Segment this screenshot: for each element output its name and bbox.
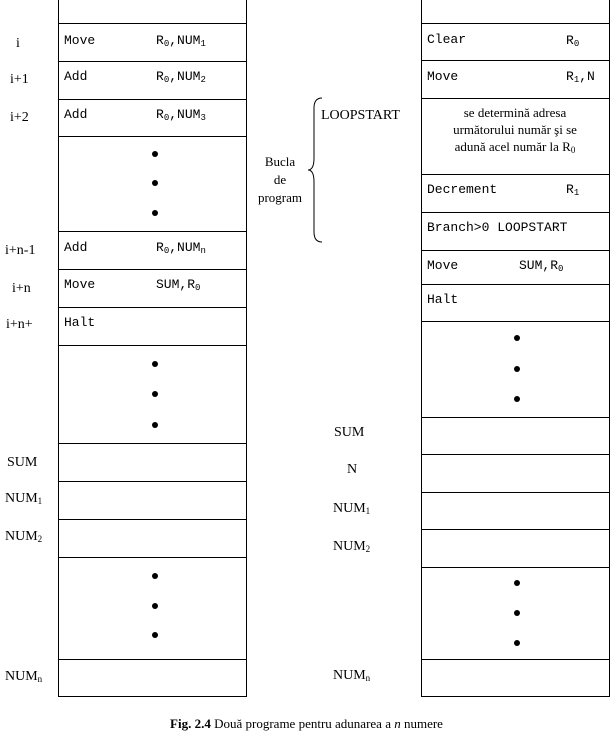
ellipsis-dot — [514, 580, 520, 586]
data-label-num1: $NUM_1$ — [333, 501, 371, 516]
left-row-3-op: Add — [64, 107, 88, 122]
right-row-line — [421, 417, 610, 418]
ellipsis-dot — [152, 210, 158, 216]
left-row-4-op: Add — [64, 240, 88, 255]
address-label: i+n+ — [6, 317, 33, 332]
right-row-line — [421, 492, 610, 493]
left-row-2-arg: $R_0,NUM_2$ — [156, 69, 206, 85]
right-row-1-op: Clear — [427, 32, 467, 47]
left-row-line — [58, 659, 247, 660]
description-line: adună acel număr la $R_0$ — [454, 139, 576, 155]
ellipsis-dot — [152, 573, 158, 579]
left-row-3-arg: $R_0,NUM_3$ — [156, 107, 206, 123]
right-row-line — [421, 174, 610, 175]
left-row-1-op: Move — [64, 33, 96, 48]
left-row-line — [58, 696, 247, 697]
left-row-line — [58, 481, 247, 482]
right-row-line — [421, 23, 610, 24]
address-label: i+n-1 — [5, 243, 36, 258]
left-row-line — [58, 519, 247, 520]
left-row-6-op: Halt — [64, 315, 96, 330]
right-row-4-arg: $R_1$ — [566, 182, 580, 198]
address-label: i+n — [12, 281, 31, 296]
right-row-line — [421, 529, 610, 530]
left-row-line — [58, 345, 247, 346]
data-label-n: N — [347, 462, 358, 477]
left-row-4-arg: $R_0,NUM_n$ — [156, 240, 206, 256]
left-row-1-arg: $R_0,NUM_1$ — [156, 33, 206, 49]
ellipsis-dot — [514, 396, 520, 402]
caption-text: Două programe pentru adunarea a — [210, 716, 395, 731]
left-row-line — [58, 61, 247, 62]
ellipsis-dot — [152, 361, 158, 367]
right-row-line — [421, 250, 610, 251]
figure-caption — [0, 716, 613, 732]
address-label: $NUM_2$ — [5, 529, 43, 544]
left-row-line — [58, 557, 247, 558]
address-label: $NUM_1$ — [5, 491, 43, 506]
ellipsis-dot — [152, 180, 158, 186]
right-row-2-op: Move — [427, 69, 459, 84]
left-row-line — [58, 269, 247, 270]
ellipsis-dot — [152, 603, 158, 609]
left-row-line — [58, 231, 247, 232]
right-row-line — [421, 659, 610, 660]
right-row-line — [421, 98, 610, 99]
address-label: $NUM_n$ — [5, 669, 43, 684]
left-col-border-right — [246, 0, 247, 697]
left-row-line — [58, 99, 247, 100]
right-col-border-right — [609, 0, 610, 697]
ellipsis-dot — [152, 632, 158, 638]
left-row-2-op: Add — [64, 69, 88, 84]
right-row-2-arg: $R_1,N$ — [566, 69, 595, 85]
data-label-sum: SUM — [334, 425, 365, 440]
loop-label-line2: de — [273, 172, 287, 187]
right-row-6-arg: $SUM,R_0$ — [519, 258, 564, 274]
right-row-line — [421, 567, 610, 568]
left-row-line — [58, 136, 247, 137]
left-row-5-arg: $SUM,R_0$ — [156, 277, 201, 293]
left-col-border-left — [58, 0, 59, 697]
ellipsis-dot — [514, 640, 520, 646]
caption-text-end: numere — [400, 716, 443, 731]
ellipsis-dot — [514, 335, 520, 341]
right-row-7-op: Halt — [427, 292, 459, 307]
right-row-line — [421, 696, 610, 697]
loop-label-line3: program — [257, 190, 303, 205]
right-row-line — [421, 321, 610, 322]
right-row-1-arg: $R_0$ — [566, 33, 580, 49]
data-label-num2: $NUM_2$ — [333, 539, 371, 554]
right-row-4-op: Decrement — [427, 182, 498, 197]
caption-figure-number: Fig. 2.4 — [170, 716, 211, 731]
loopstart-label: LOOPSTART — [321, 108, 400, 123]
left-row-5-op: Move — [64, 277, 96, 292]
address-label: i+2 — [10, 110, 29, 125]
loop-body-description — [422, 104, 608, 155]
right-row-line — [421, 212, 610, 213]
ellipsis-dot — [152, 422, 158, 428]
right-row-line — [421, 60, 610, 61]
right-row-line — [421, 284, 610, 285]
data-label-numn: $NUM_n$ — [333, 668, 371, 683]
description-line: următorului număr şi se — [453, 122, 577, 137]
address-label: SUM — [7, 455, 38, 470]
ellipsis-dot — [514, 610, 520, 616]
loop-label-line1: Bucla — [264, 154, 296, 169]
right-row-5-op: Branch>0 LOOPSTART — [427, 220, 568, 235]
ellipsis-dot — [514, 366, 520, 372]
address-label: i — [16, 36, 20, 51]
right-row-line — [421, 454, 610, 455]
description-line: se determină adresa — [463, 105, 567, 120]
left-row-line — [58, 307, 247, 308]
address-label: i+1 — [10, 72, 29, 87]
caption-italic: n — [394, 716, 401, 731]
ellipsis-dot — [152, 391, 158, 397]
left-row-line — [58, 23, 247, 24]
ellipsis-dot — [152, 151, 158, 157]
left-row-line — [58, 443, 247, 444]
right-row-6-op: Move — [427, 258, 459, 273]
